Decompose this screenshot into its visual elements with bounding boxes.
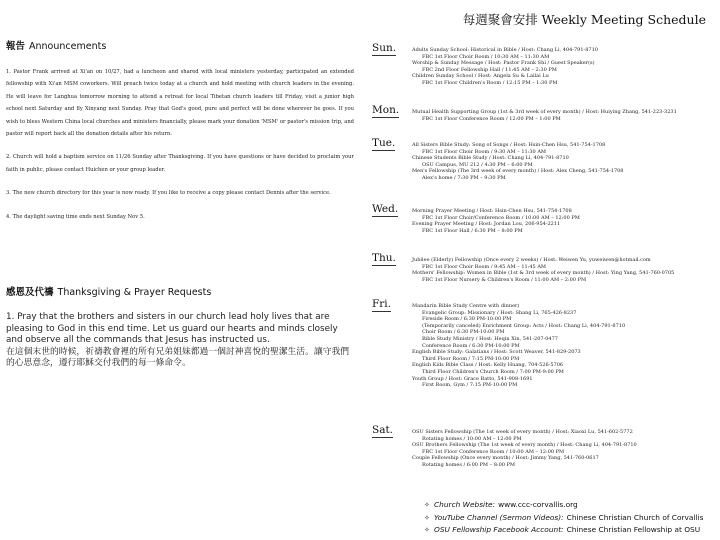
schedule-entry: OSU Brothers Fellowship (The 1st week of every month) / Host: Chang Li, 404-791-8710 — [412, 442, 637, 449]
schedule-entry-location: FBC 2nd Floor Fellowship Hall / 11:45 AM – 2:30 PM — [422, 66, 557, 73]
schedule-entry-location: Rotating homes / 6:00 PM – 8:00 PM — [422, 461, 516, 468]
page-title: 每週聚會安排 Weekly Meeting Schedule — [462, 12, 706, 27]
schedule-entry: English Bible Study: Galatians / Host: Scott Weaver, 541-829-2073 — [412, 349, 581, 356]
schedule-day-tue — [372, 137, 716, 182]
schedule-entry: Jubilee (Elderly) Fellowship (Once every 2 weeks) / Host: Weiwen Yu, yuweiwen@hotmail.com — [412, 257, 651, 263]
announcement-item: 2. Church will hold a baptism service on 11/26 Sunday after Thanksgiving. If you have questions or have decided to proclaim your faith in public, please contact Huichen or your group leader. — [6, 154, 354, 173]
day-entries — [412, 252, 716, 283]
schedule-entry-location: Third Floor Children's Church Room / 7:00 PM-9:00 PM — [422, 368, 564, 375]
schedule-entry-detail: Bible Study Ministry / Host: Heqin Xin, 541-207-0477 — [422, 335, 558, 342]
schedule-entry: Children Sunday School / Host: Angela Su & Lailai Lu — [412, 73, 549, 80]
day-entries — [412, 298, 716, 389]
announcement-item: 3. The new church directory for this year is now ready. If you like to receive a copy please contact Dennis after the service. — [6, 190, 331, 197]
diamond-bullet-icon: ✧ — [424, 513, 430, 522]
schedule-entry-detail: (Temporarily canceled) Enrichment Group: Acts / Host: Chang Li, 404-791-8710 — [422, 322, 626, 329]
link-value[interactable]: www.ccc-corvallis.org — [498, 500, 578, 509]
schedule-day-thu — [372, 252, 716, 283]
day-label: Sun. — [372, 42, 397, 54]
contact-links — [424, 499, 716, 537]
thanksgiving-heading — [6, 284, 351, 298]
schedule-entry: Mandarin Bible Study Centre with dinner) — [412, 303, 520, 309]
announcement-item: 1. Pastor Frank arrived at Xi'an on 10/27, had a luncheon and shared with local ministers yesterday, participated an extended fellowship with Xi'an MSM coworkers. Will preach twice today at a church and hold meeting with church leaders in the evening. He will leave for Langhua tomorrow morning to attend a retreat for local Tibetan church leaders till Friday, visit a junior high school next Saturday and fly Xinyang next Sunday. Pray that God's good, pure and perfect will be done wherever he goes. If you wish to bless Western China local churches and ministers financially, please mark your donation 'MSM' or pastor's mission trip, and pastor will report back all the donation details after his return. — [6, 69, 354, 138]
schedule-entry-location: Choir Room / 6:30 PM-10:00 PM — [422, 329, 505, 336]
link-label: OSU Fellowship Facebook Account: — [434, 525, 564, 534]
link-label: YouTube Channel (Sermon Videos): — [434, 512, 564, 522]
schedule-entry: Chinese Students Bible Study / Host: Chang Li, 404-791-8710 — [412, 155, 569, 162]
day-label: Wed. — [372, 203, 399, 215]
thanksgiving-heading-zh: 感恩及代禱 — [6, 287, 54, 298]
schedule-entry-location: FBC 1st Floor Conference Room / 12:00 PM – 1:00 PM — [422, 115, 561, 122]
thanksgiving-heading-en: Thanksgiving & Prayer Requests — [57, 287, 212, 298]
schedule-entry: OSU Sisters Fellowship (The 1st week of every month) / Host: Xiaoxi Lu, 541-602-5772 — [412, 429, 633, 435]
announcements-section — [6, 38, 354, 234]
schedule-entry-location: FBC 1st Floor Choir Room / 9:45 AM – 11:45 AM — [422, 263, 547, 270]
day-entries — [412, 42, 716, 87]
day-entries — [412, 104, 716, 122]
schedule-entry: Mothers' Fellowship: Women in Bible (1st & 3rd week of every month) / Host: Ying Yang, 541-760-0705 — [412, 270, 675, 277]
schedule-entry-detail: Evangelic Group: Missionary / Host: Shang Li, 765-426-8237 — [422, 309, 577, 316]
day-label: Fri. — [372, 298, 392, 310]
schedule-entry-location: Third Floor Room / 7:15 PM-10:00 PM — [422, 355, 520, 362]
schedule-entry-location: FBC 1st Floor Nursery & Children's Room / 11:00 AM – 2:00 PM — [422, 276, 587, 283]
schedule-day-sun — [372, 42, 716, 87]
link-facebook-account[interactable] — [424, 524, 716, 537]
day-label: Tue. — [372, 137, 396, 149]
schedule-entry: English Kids Bible Class / Host: Kelly Huang, 704-526-5706 — [412, 362, 564, 369]
day-entries — [412, 137, 716, 182]
schedule-entry-location: FBC 1st Floor Choir Room / 10:30 AM – 11:30 AM — [422, 53, 550, 60]
schedule-entry-location: Fireside Room / 6:30 PM-10:00 PM — [422, 316, 512, 323]
day-entries — [412, 424, 716, 469]
schedule-entry-location: FBC 1st Floor Conference Room / 10:00 AM – 12:00 PM — [422, 448, 565, 455]
schedule-entry: Youth Group / Host: Grace Batto, 541-908-1691 — [412, 375, 533, 382]
schedule-entry: Couple Fellowship (Once every month) / Host: Jimmy Yang, 541-760-0617 — [412, 455, 599, 462]
link-label: Church Website: — [434, 500, 496, 509]
prayer-request-en: 1. Pray that the brothers and sisters in our church lead holy lives that are pleasing to God in this end time. Let us guard our hearts and minds closely and observe all the commands that Jesus has instructed us. — [6, 312, 338, 346]
announcement-item: 4. The daylight saving time ends next Sunday Nov 5. — [6, 213, 145, 220]
schedule-entry-location: FBC 1st Floor Hall / 6:30 PM – 8:00 PM — [422, 227, 523, 234]
announcements-heading-en: Announcements — [29, 41, 107, 52]
schedule-entry: Men's Fellowship (The 3rd week of every month) / Host: Alex Cheng, 541-754-1708 — [412, 168, 624, 175]
schedule-day-wed — [372, 203, 716, 234]
schedule-entry-location: FBC 1st Floor Children's Room / 12:15 PM – 1:30 PM — [422, 79, 558, 86]
day-label: Mon. — [372, 104, 400, 116]
link-youtube-channel[interactable] — [424, 512, 716, 525]
schedule-entry: Worship & Sunday Message / Host: Pastor Frank Shi / Guest Speaker(s) — [412, 60, 595, 67]
schedule-day-sat — [372, 424, 716, 469]
announcements-list — [6, 66, 354, 223]
link-church-website[interactable] — [424, 499, 716, 512]
prayer-request — [6, 312, 351, 370]
schedule-entry: All Sisters Bible Study: Song of Songs / Host: Hsin-Chen Hsu, 541-754-1708 — [412, 142, 606, 148]
diamond-bullet-icon: ✧ — [424, 501, 430, 509]
link-value[interactable]: Chinese Christian Church of Corvallis — [566, 512, 704, 522]
announcements-heading-zh: 報告 — [6, 41, 26, 52]
prayer-request-zh: 在這個末世的時候，祈禱教會裡的所有兄弟姐妹都過一個討神喜悅的聖潔生活。讓守我們的心思意念，遵行耶穌交付我們的每一條命令。 — [6, 346, 350, 369]
schedule-day-mon — [372, 104, 716, 122]
diamond-bullet-icon: ✧ — [424, 526, 430, 534]
schedule-entry-location: Rotating homes / 10:00 AM – 12:00 PM — [422, 435, 522, 442]
day-label: Thu. — [372, 252, 396, 264]
announcements-heading — [6, 38, 354, 52]
schedule-entry-location: Alex's home / 7:30 PM – 9:30 PM — [422, 174, 506, 181]
day-label: Sat. — [372, 424, 394, 436]
schedule-entry: Evening Prayer Meeting / Host: Jordan Lou, 206-954-2211 — [412, 221, 561, 228]
schedule-entry-location: First Room, Gym / 7:15 PM-10:00 PM — [422, 382, 518, 389]
schedule-entry-location: OSU Campus, MU 212 / 4:30 PM – 6:00 PM — [422, 161, 533, 168]
schedule-entry: Adults Sunday School: Historical in Bible / Host: Chang Li, 404-791-8710 — [412, 47, 598, 53]
schedule-entry-location: FBC 1st Floor Choir/Conference Room / 10:00 AM – 12:00 PM — [422, 214, 580, 221]
schedule-entry: Morning Prayer Meeting / Host: Hsin-Chen Hsu, 541-754-1708 — [412, 208, 572, 214]
schedule-entry-location: FBC 1st Floor Choir Room / 9:30 AM – 11:30 AM — [422, 148, 547, 155]
thanksgiving-section — [6, 284, 351, 370]
schedule-entry-location: Conference Room / 6:30 PM-10:00 PM — [422, 342, 520, 349]
link-value[interactable]: Chinese Christian Fellowship at OSU — [566, 525, 701, 534]
schedule-entry: Mutual Health Supporting Group (1st & 3rd week of every month) / Host: Huiying Zhang, 541-223-3231 — [412, 109, 677, 115]
day-entries — [412, 203, 716, 234]
schedule-day-fri — [372, 298, 716, 389]
